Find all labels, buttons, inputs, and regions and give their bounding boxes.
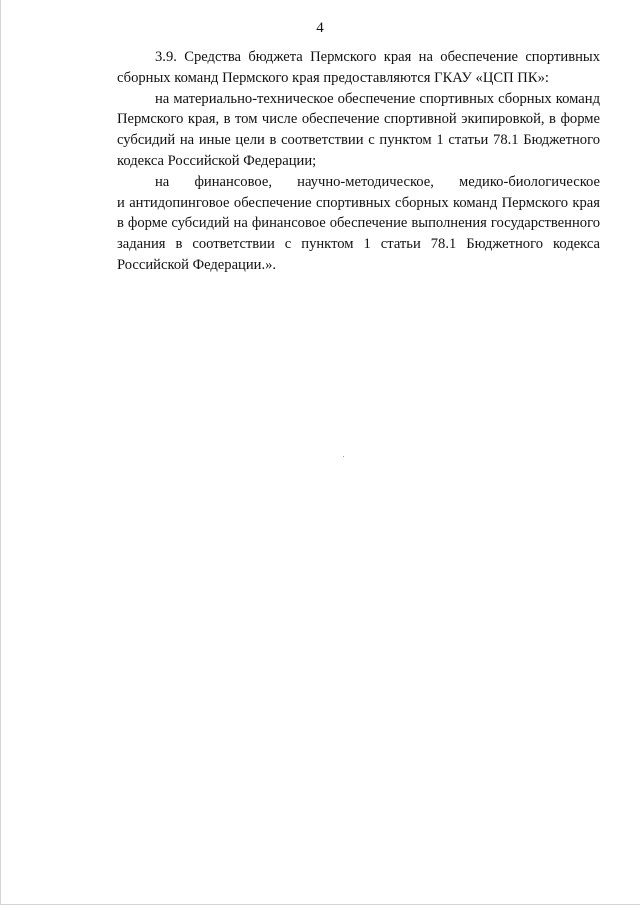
text-line: на финансовое, научно-методическое, медико-биологическое <box>155 173 600 190</box>
paragraph-financial-support <box>79 172 600 276</box>
paragraph-material-support <box>79 89 600 172</box>
text-line: на материально-техническое обеспечение спортивных сборных команд <box>155 90 600 107</box>
text-line: задания в соответствии с пунктом 1 статьи 78.1 Бюджетного кодекса <box>117 236 600 253</box>
text-line: Российской Федерации.». <box>117 256 277 273</box>
paragraph-3-9 <box>79 47 600 89</box>
document-body <box>79 47 600 276</box>
text-line: Пермского края, в том числе обеспечение спортивной экипировкой, в форме <box>117 111 600 128</box>
text-line: субсидий на иные цели в соответствии с пунктом 1 статьи 78.1 Бюджетного <box>117 132 600 149</box>
text-line: и антидопинговое обеспечение спортивных сборных команд Пермского края <box>117 194 600 211</box>
scan-edge-left <box>0 0 1 905</box>
text-line: кодекса Российской Федерации; <box>117 152 317 169</box>
text-line: в форме субсидий на финансовое обеспечение выполнения государственного <box>117 215 600 232</box>
page-number: 4 <box>316 20 324 36</box>
text-line: 3.9. Средства бюджета Пермского края на обеспечение спортивных <box>155 49 600 65</box>
scan-speck <box>343 456 344 457</box>
text-line: сборных команд Пермского края предоставляются ГКАУ «ЦСП ПК»: <box>117 69 549 86</box>
